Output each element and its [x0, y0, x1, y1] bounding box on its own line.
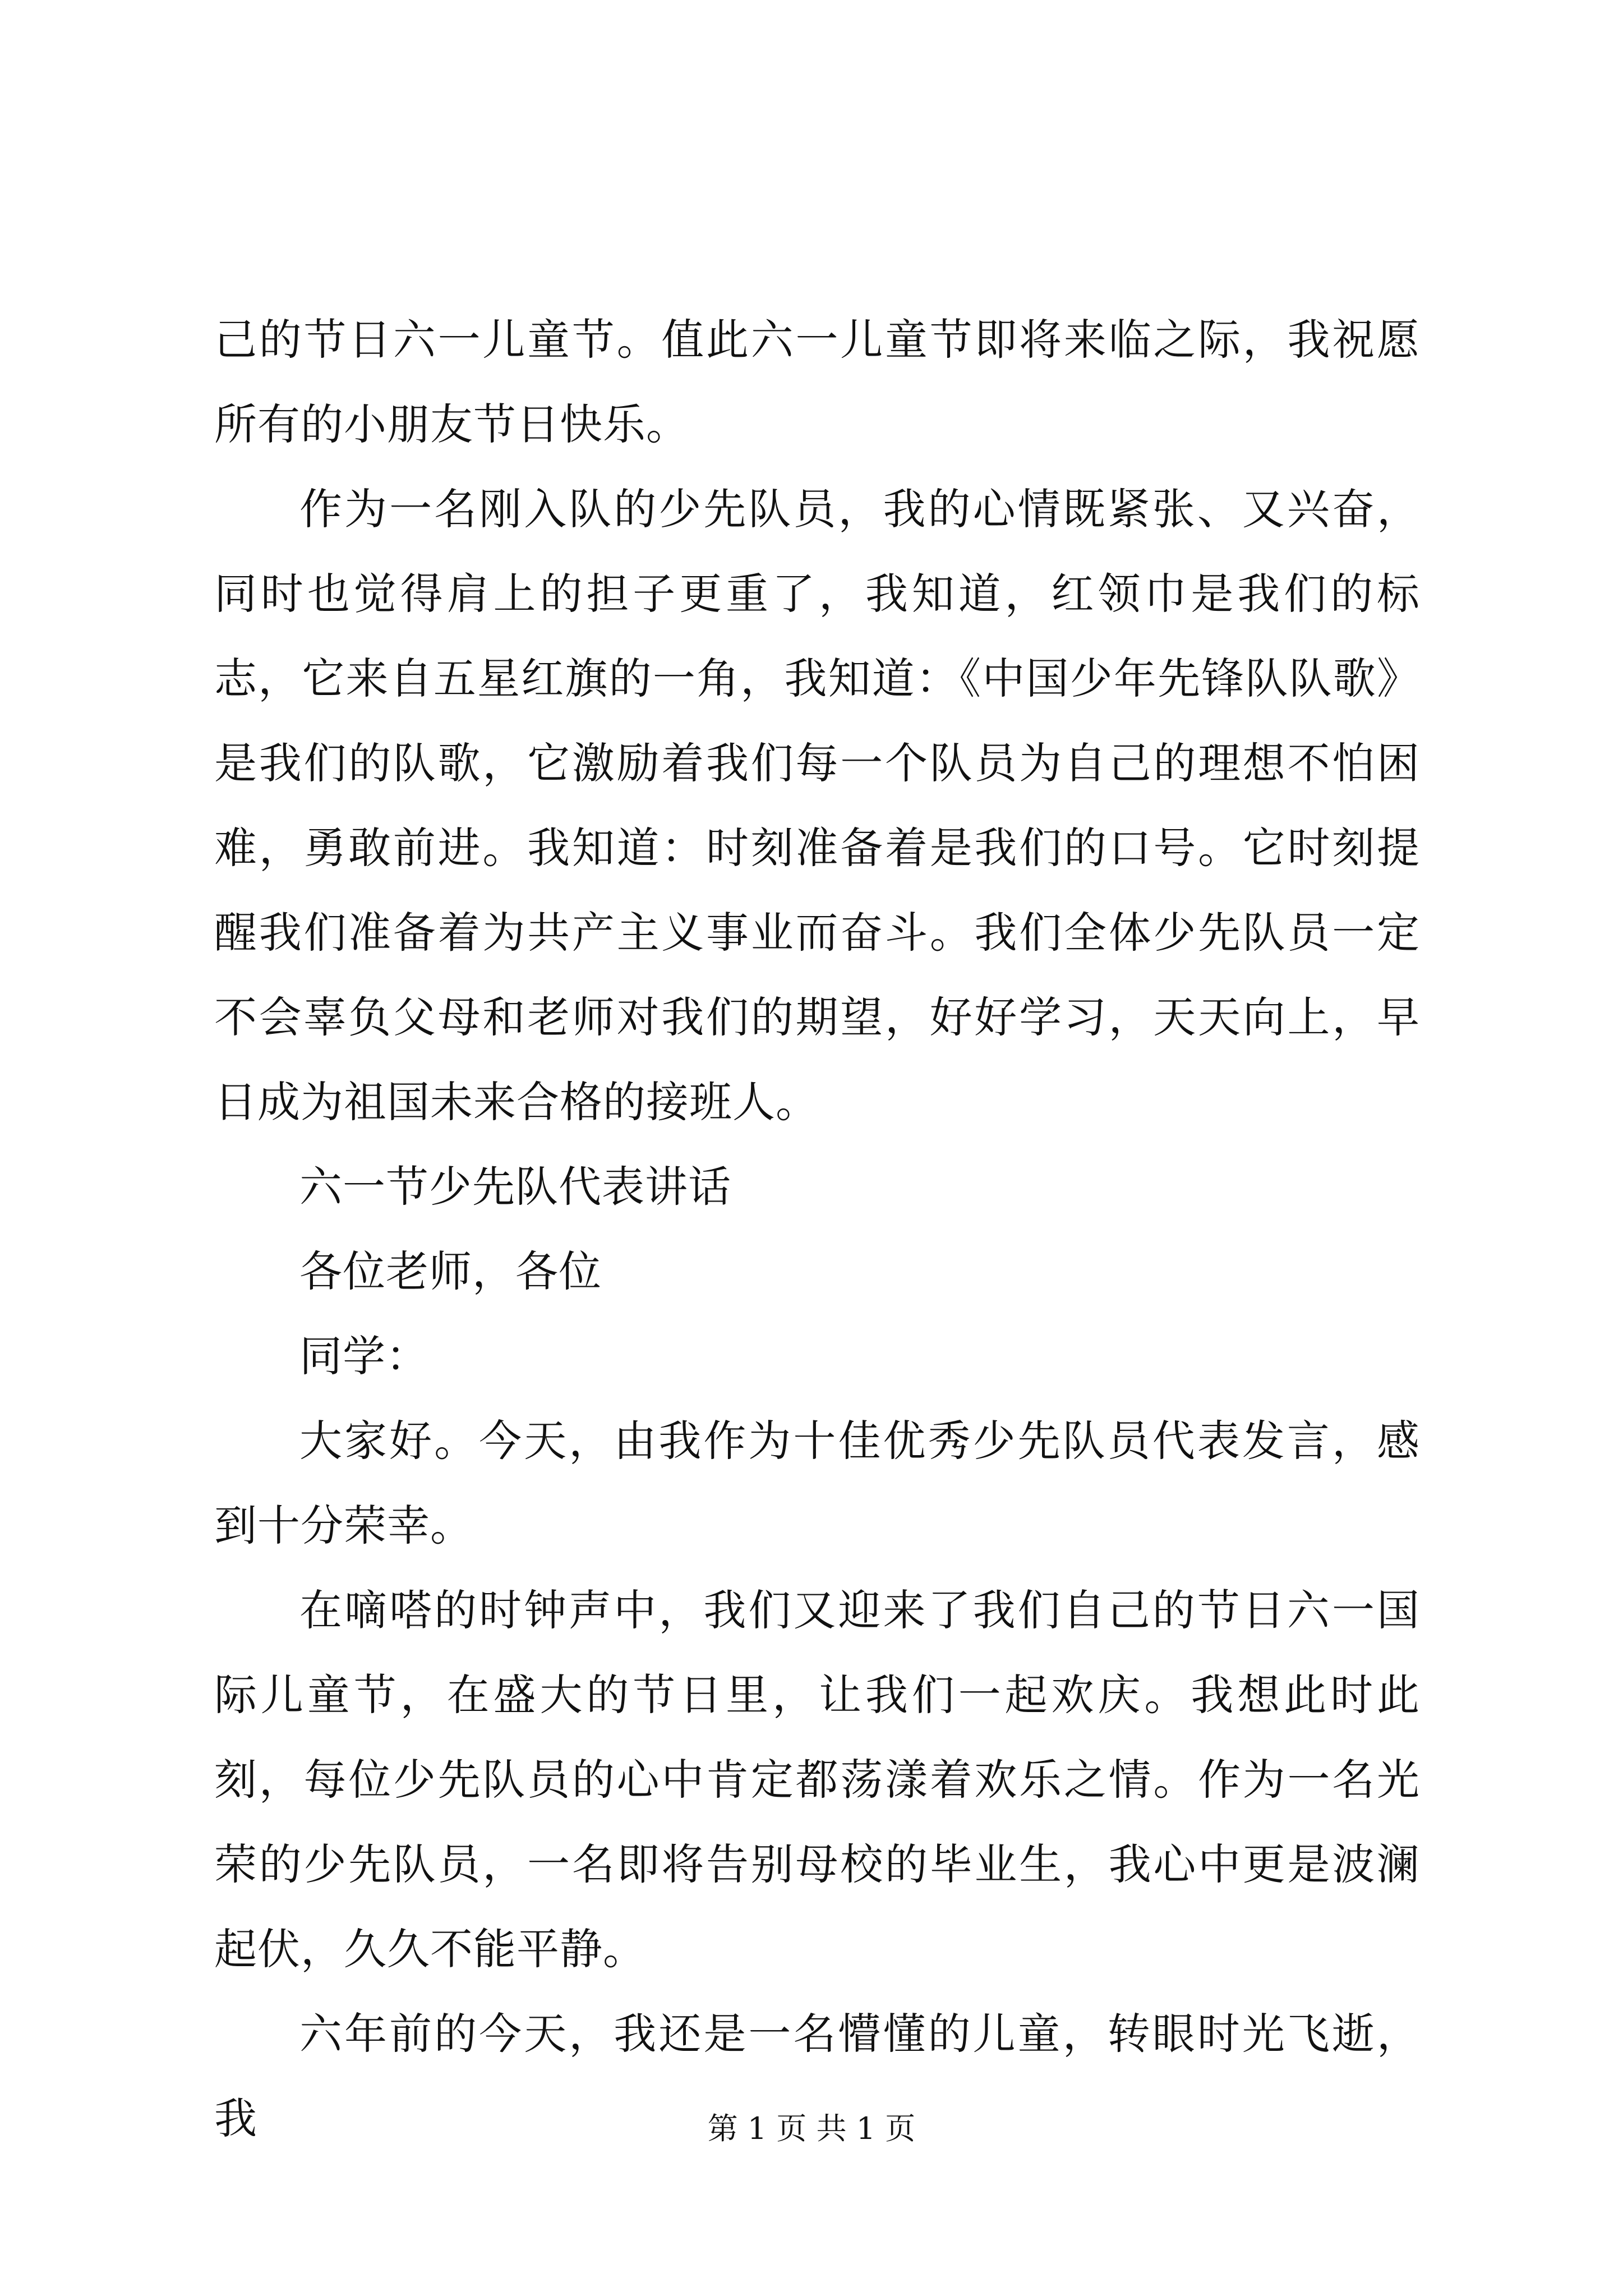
paragraph-8: 六年前的今天，我还是一名懵懂的儿童，转眼时光飞逝，我 — [214, 2009, 1420, 2143]
paragraph-1: 己的节日六一儿童节。值此六一儿童节即将来临之际，我祝愿所有的小朋友节日快乐。 — [214, 315, 1420, 449]
paragraph-7: 在嘀嗒的时钟声中，我们又迎来了我们自己的节日六一国际儿童节，在盛大的节日里，让我们一起欢庆。我想此时此刻，每位少先队员的心中肯定都荡漾着欢乐之情。作为一名光荣的少先队员，一名即将告别母校的毕业生，我心中更是波澜起伏，久久不能平静。 — [214, 1585, 1420, 1974]
page-footer: 第 1 页 共 1 页 — [707, 2111, 916, 2146]
document-body — [214, 297, 1420, 2161]
paragraph-4: 各位老师，各位 — [299, 1246, 602, 1296]
paragraph-5: 同学： — [299, 1331, 429, 1381]
paragraph-6: 大家好。今天，由我作为十佳优秀少先队员代表发言，感到十分荣幸。 — [214, 1416, 1420, 1550]
paragraph-2: 作为一名刚入队的少先队员，我的心情既紧张、又兴奋，同时也觉得肩上的担子更重了，我知道，红领巾是我们的标志，它来自五星红旗的一角，我知道：《中国少年先锋队队歌》是我们的队歌，它激励着我们每一个队员为自己的理想不怕困难，勇敢前进。我知道：时刻准备着是我们的口号。它时刻提醒我们准备着为共产主义事业而奋斗。我们全体少先队员一定不会辜负父母和老师对我们的期望，好好学习，天天向上，早日成为祖国未来合格的接班人。 — [214, 484, 1420, 1127]
paragraph-3: 六一节少先队代表讲话 — [299, 1162, 731, 1212]
